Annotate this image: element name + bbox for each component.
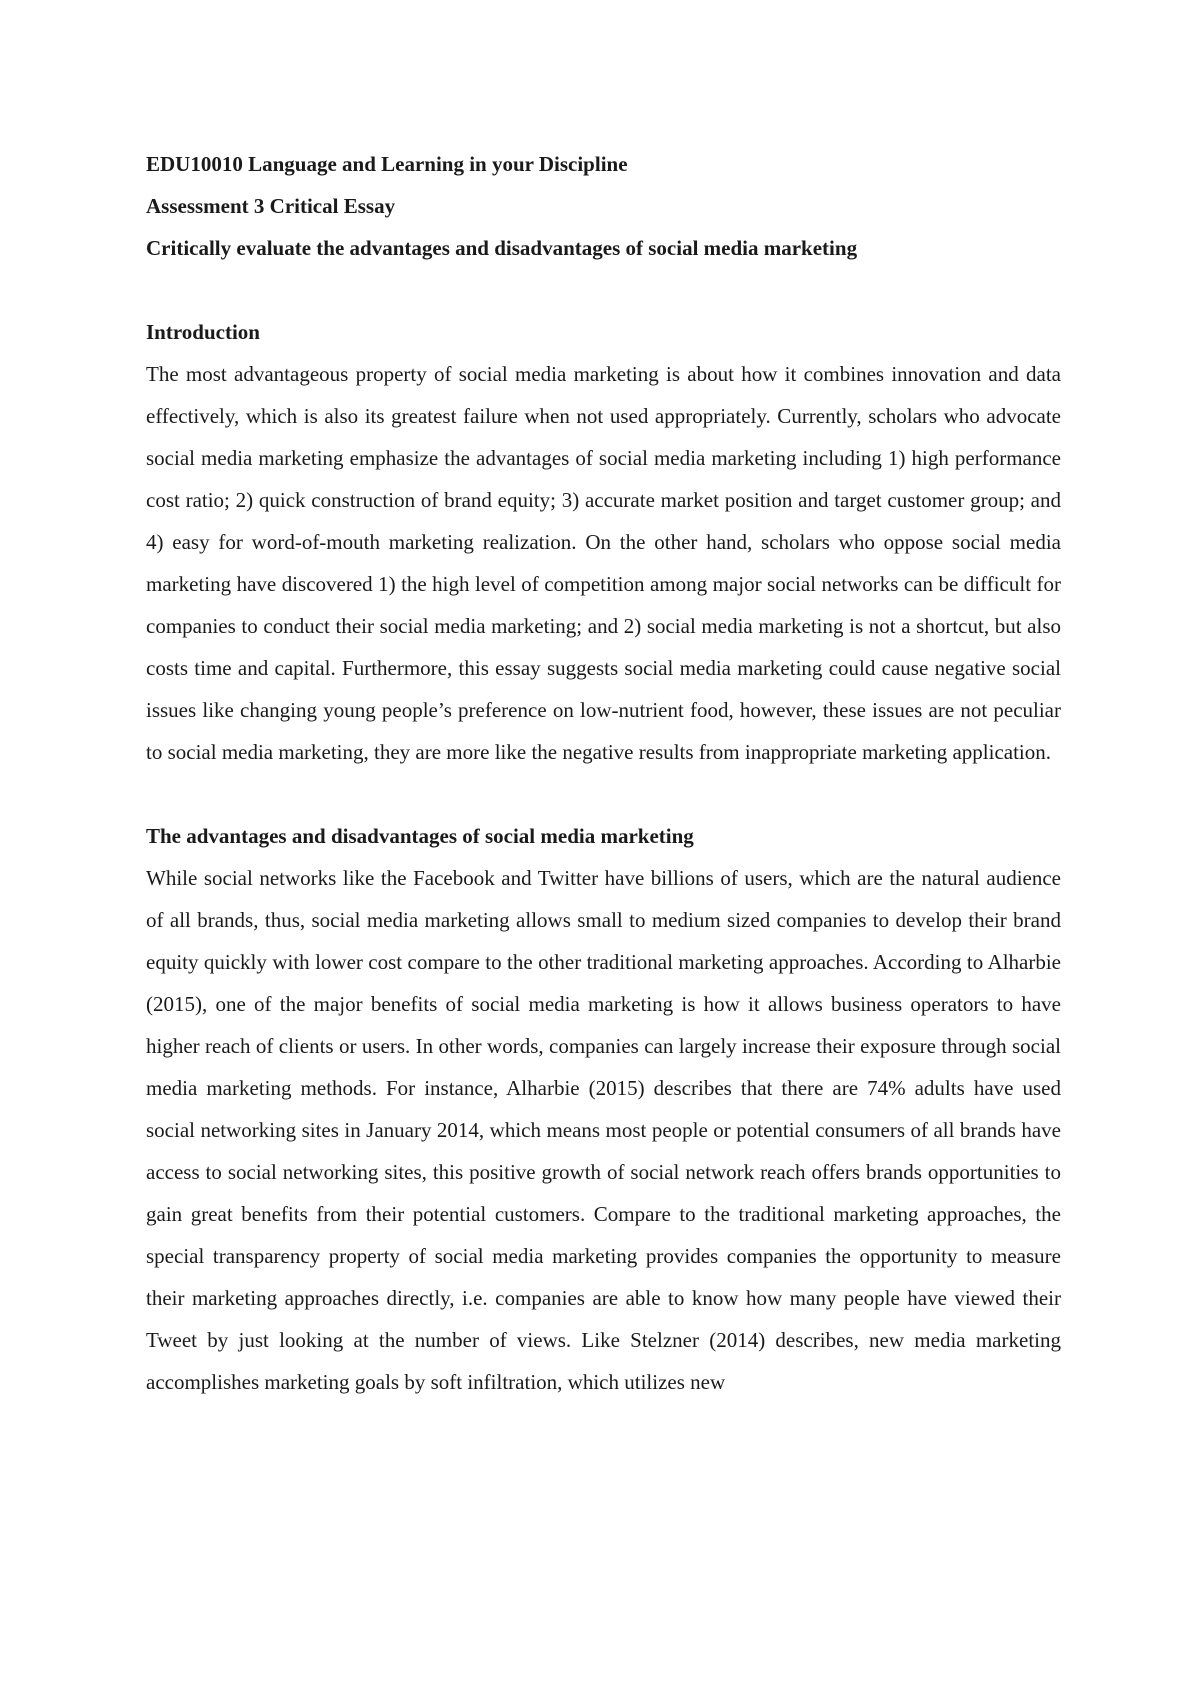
- section-body-introduction: The most advantageous property of social media marketing is about how it combines innovation and data effectively, which is also its greatest failure when not used appropriately. Currently, scholars who advocate social media marketing emphasize the advantages of social media marketing including 1) high performance cost ratio; 2) quick construction of brand equity; 3) accurate market position and target customer group; and 4) easy for word-of-mouth marketing realization. On the other hand, scholars who oppose social media marketing have discovered 1) the high level of competition among major social networks can be difficult for companies to conduct their social media marketing; and 2) social media marketing is not a shortcut, but also costs time and capital. Furthermore, this essay suggests social media marketing could cause negative social issues like changing young people’s preference on low-nutrient food, however, these issues are not peculiar to social media marketing, they are more like the negative results from inappropriate marketing application.: [146, 362, 1061, 764]
- section-heading-introduction: Introduction: [146, 320, 260, 344]
- essay-question: Critically evaluate the advantages and disadvantages of social media marketing: [146, 236, 858, 260]
- course-title: EDU10010 Language and Learning in your Discipline: [146, 152, 628, 176]
- document-page: [146, 143, 1061, 1403]
- spacer: [146, 773, 1061, 815]
- spacer: [146, 269, 1061, 311]
- section-heading-advantages-disadvantages: The advantages and disadvantages of social media marketing: [146, 824, 694, 848]
- section-body-advantages-disadvantages: While social networks like the Facebook and Twitter have billions of users, which are the natural audience of all brands, thus, social media marketing allows small to medium sized companies to develop their brand equity quickly with lower cost compare to the other traditional marketing approaches. According to Alharbie (2015), one of the major benefits of social media marketing is how it allows business operators to have higher reach of clients or users. In other words, companies can largely increase their exposure through social media marketing methods. For instance, Alharbie (2015) describes that there are 74% adults have used social networking sites in January 2014, which means most people or potential consumers of all brands have access to social networking sites, this positive growth of social network reach offers brands opportunities to gain great benefits from their potential customers. Compare to the traditional marketing approaches, the special transparency property of social media marketing provides companies the opportunity to measure their marketing approaches directly, i.e. companies are able to know how many people have viewed their Tweet by just looking at the number of views. Like Stelzner (2014) describes, new media marketing accomplishes marketing goals by soft infiltration, which utilizes new: [146, 866, 1061, 1394]
- assessment-title: Assessment 3 Critical Essay: [146, 194, 396, 218]
